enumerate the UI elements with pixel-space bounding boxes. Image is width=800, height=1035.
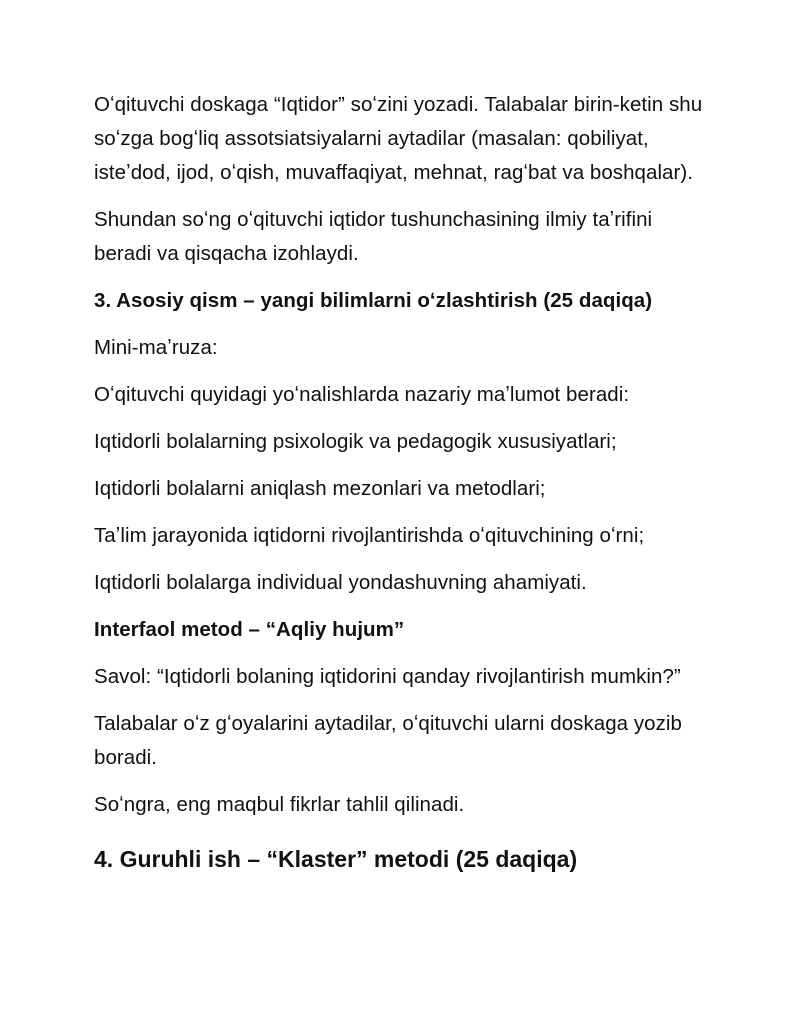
mini-lecture-label: Mini-maʼruza:: [94, 336, 218, 359]
definition-paragraph: Shundan soʻng oʻqituvchi iqtidor tushunchasining ilmiy taʼrifini beradi va qisqacha izohlaydi.: [94, 208, 653, 265]
section-heading-4: 4. Guruhli ish – “Klaster” metodi (25 daqiqa): [94, 846, 578, 872]
lecture-intro-paragraph: Oʻqituvchi quyidagi yoʻnalishlarda nazariy maʼlumot beradi:: [94, 383, 630, 406]
document-page: [94, 88, 714, 876]
student-ideas-paragraph: Talabalar oʻz gʻoyalarini aytadilar, oʻqituvchi ularni doskaga yozib boradi.: [94, 712, 682, 769]
topic-item: Iqtidorli bolalarni aniqlash mezonlari va metodlari;: [94, 477, 546, 500]
section-heading-3: 3. Asosiy qism – yangi bilimlarni oʻzlashtirish (25 daqiqa): [94, 289, 653, 312]
topic-item: Taʼlim jarayonida iqtidorni rivojlantirishda oʻqituvchining oʻrni;: [94, 524, 645, 547]
analysis-paragraph: Soʻngra, eng maqbul fikrlar tahlil qilinadi.: [94, 793, 465, 816]
method-heading: Interfaol metod – “Aqliy hujum”: [94, 618, 405, 641]
intro-paragraph: Oʻqituvchi doskaga “Iqtidor” soʻzini yozadi. Talabalar birin-ketin shu soʻzga bogʻliq assotsiatsiyalarni aytadilar (masalan: qobiliyat, isteʼdod, ijod, oʻqish, muvaffaqiyat, mehnat, ragʻbat va boshqalar).: [94, 93, 703, 184]
question-paragraph: Savol: “Iqtidorli bolaning iqtidorini qanday rivojlantirish mumkin?”: [94, 665, 681, 688]
topic-item: Iqtidorli bolalarning psixologik va pedagogik xususiyatlari;: [94, 430, 617, 453]
topic-item: Iqtidorli bolalarga individual yondashuvning ahamiyati.: [94, 571, 587, 594]
